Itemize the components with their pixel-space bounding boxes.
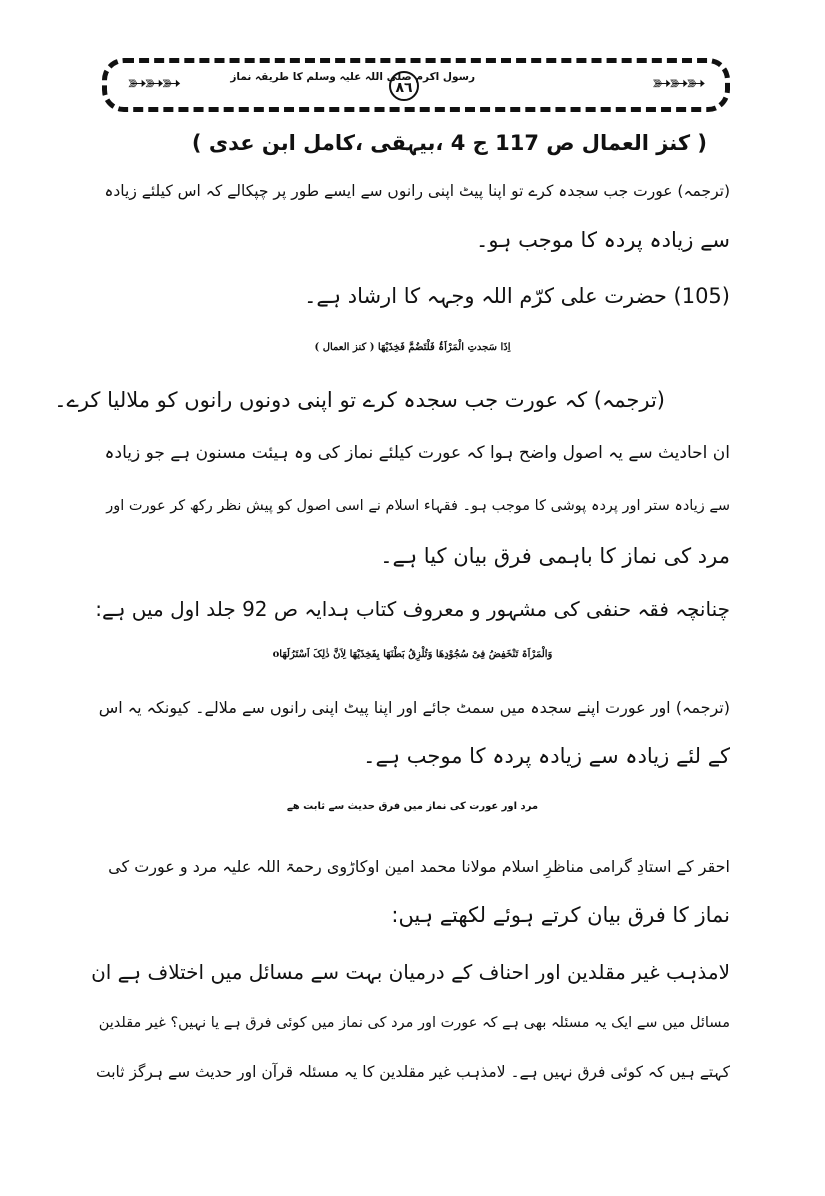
text-line: (105) حضرت علی کرّم اللہ وجہہ کا ارشاد ہے۔ — [304, 284, 730, 308]
text-line: لامذہب غیر مقلدین اور احناف کے درمیان بہت سے مسائل میں اختلاف ہے ان — [91, 960, 730, 984]
arabic-quote: وَالْمَرْاَۃ تَنْخَفِضُ فِیْ سُجُوْدِھَا وَتُلْزِقُ بَطْنَھَا بِفَخِذَیْھَا لِاَنَّ ذٰلِکَ اَسْتَرُلَھَاo — [272, 649, 553, 660]
text-line: نماز کا فرق بیان کرتے ہوئے لکھتے ہیں: — [391, 903, 730, 927]
text-line: سے زیادہ ستر اور پردہ پوشی کا موجب ہو۔ فقہاء اسلام نے اسی اصول کو پیش نظر رکھ کر عورت اور — [106, 498, 730, 514]
arrows-left-icon: ➳➳➳ — [127, 69, 179, 97]
translation-line: (ترجمہ) کہ عورت جب سجدہ کرے تو اپنی دونوں رانوں کو ملالیا کرے۔ — [54, 388, 665, 412]
page-number: ٨٦ — [389, 71, 419, 101]
page-header-frame — [102, 58, 730, 112]
header-title: رسول اکرم صلی اللہ علیہ وسلم کا طریقہ نماز — [230, 71, 475, 83]
text-line: احقر کے استادِ گرامی مناظرِ اسلام مولانا محمد امین اوکاڑوی رحمۃ اللہ علیہ مرد و عورت کی — [108, 857, 730, 876]
text-line: کہتے ہیں کہ کوئی فرق نہیں ہے۔ لامذہب غیر مقلدین کا یہ مسئلہ قرآن اور حدیث سے ہرگز ثابت — [96, 1063, 730, 1081]
text-line: ان احادیث سے یہ اصول واضح ہوا کہ عورت کیلئے نماز کی وہ ہیئت مسنون ہے جو زیادہ — [104, 443, 730, 463]
translation-line: (ترجمہ) اور عورت اپنے سجدہ میں سمٹ جائے اور اپنا پیٹ اپنی رانوں سے ملالے۔ کیونکہ یہ اس — [98, 698, 730, 717]
section-heading: مرد اور عورت کی نماز میں فرق حدیث سے ثابت ھے — [286, 801, 539, 812]
reference-line: ( کنز العمال ص 117 ج 4 ،بیہقی ،کامل ابن عدی ) — [191, 131, 707, 155]
arabic-quote: اِذَا سَجدتِ الْمَرْاَۃُ فَلْتَضُمَّ فَخِذَیْھَا ( کنز العمال ) — [314, 342, 511, 353]
text-line: مرد کی نماز کا باہمی فرق بیان کیا ہے۔ — [380, 544, 730, 568]
text-line: مسائل میں سے ایک یہ مسئلہ بھی ہے کہ عورت اور مرد کی نماز میں کوئی فرق ہے یا نہیں؟ غیر مقلدین — [98, 1015, 730, 1031]
text-line: سے زیادہ پردہ کا موجب ہو۔ — [476, 228, 730, 252]
arrows-right-icon: ➳➳➳ — [651, 69, 703, 97]
text-line: چنانچہ فقہ حنفی کی مشہور و معروف کتاب ہدایہ ص 92 جلد اول میں ہے: — [95, 597, 730, 621]
text-line: (ترجمہ) عورت جب سجدہ کرے تو اپنا پیٹ اپنی رانوں سے ایسے طور پر چپکالے کہ اس کیلئے زیادہ — [104, 182, 730, 200]
text-line: کے لئے زیادہ سے زیادہ پردہ کا موجب ہے۔ — [363, 744, 730, 768]
